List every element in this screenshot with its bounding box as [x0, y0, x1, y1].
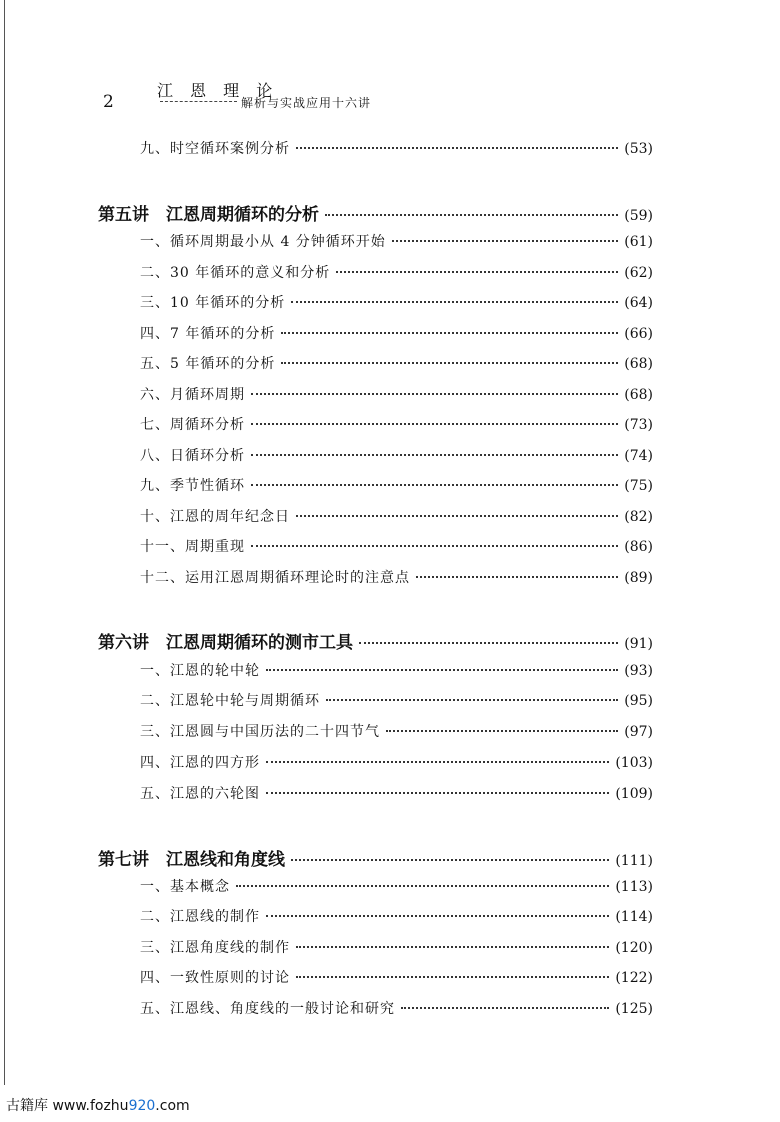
- toc-item-label: 五、江恩的六轮图: [140, 786, 260, 802]
- toc-item-label: 一、循环周期最小从 4 分钟循环开始: [140, 234, 386, 250]
- toc-item-page: (64): [624, 295, 653, 311]
- toc-item[interactable]: [140, 323, 653, 343]
- toc-item[interactable]: [140, 567, 653, 587]
- dot-leader: [296, 976, 609, 978]
- toc-item-label: 二、30 年循环的意义和分析: [140, 265, 331, 281]
- toc-item[interactable]: [140, 536, 653, 556]
- toc-item-label: 四、7 年循环的分析: [140, 326, 276, 342]
- dot-leader: [251, 484, 618, 486]
- toc-item[interactable]: [140, 353, 653, 373]
- toc-item-page: (53): [624, 141, 653, 157]
- dot-leader: [266, 915, 609, 917]
- toc-item[interactable]: [140, 262, 653, 282]
- toc-item-page: (68): [624, 356, 653, 372]
- toc-item-label: 十、江恩的周年纪念日: [140, 509, 290, 525]
- toc-item[interactable]: [140, 937, 653, 957]
- running-head-title: 江 恩 理 论: [157, 81, 279, 100]
- toc-item-label: 八、日循环分析: [140, 448, 245, 464]
- toc-item-label: 三、江恩圆与中国历法的二十四节气: [140, 724, 380, 740]
- toc-item-label: 九、季节性循环: [140, 478, 245, 494]
- dot-leader: [291, 859, 609, 861]
- toc-item-page: (103): [615, 755, 653, 771]
- dot-leader: [401, 1007, 609, 1009]
- dot-leader: [326, 699, 618, 701]
- dot-leader: [281, 362, 618, 364]
- site-watermark: [6, 1095, 190, 1115]
- toc-item-page: (97): [624, 724, 653, 740]
- dot-leader: [251, 393, 618, 395]
- dot-leader: [291, 301, 618, 303]
- toc-item-label: 二、江恩轮中轮与周期循环: [140, 693, 320, 709]
- dot-leader: [236, 885, 609, 887]
- toc-item[interactable]: [140, 690, 653, 710]
- toc-item[interactable]: [140, 138, 653, 158]
- dot-leader: [386, 730, 618, 732]
- toc-item-page: (122): [615, 970, 653, 986]
- toc-item-page: (61): [624, 234, 653, 250]
- page-left-border: [4, 0, 5, 1085]
- dot-leader: [336, 271, 618, 273]
- dot-leader: [296, 946, 609, 948]
- toc-item-page: (68): [624, 387, 653, 403]
- toc-item[interactable]: [140, 752, 653, 772]
- toc-item-page: (73): [624, 417, 653, 433]
- toc-item-label: 十一、周期重现: [140, 539, 245, 555]
- toc-item-label: 九、时空循环案例分析: [140, 141, 290, 157]
- toc-item-page: (89): [624, 570, 653, 586]
- toc-item[interactable]: [140, 231, 653, 251]
- watermark-url-prefix: www.fozhu: [52, 1098, 129, 1114]
- dot-leader: [392, 240, 618, 242]
- toc-item-label: 五、江恩线、角度线的一般讨论和研究: [140, 1001, 395, 1017]
- toc-item-page: (66): [624, 326, 653, 342]
- dot-leader: [359, 642, 618, 644]
- toc-chapter-title: 第七讲 江恩线和角度线: [98, 850, 285, 870]
- toc-item[interactable]: [140, 445, 653, 465]
- toc-item[interactable]: [140, 475, 653, 495]
- toc-item[interactable]: [140, 414, 653, 434]
- toc-chapter[interactable]: [98, 845, 653, 870]
- toc-item-page: (75): [624, 478, 653, 494]
- toc-item-page: (125): [615, 1001, 653, 1017]
- toc-item-page: (95): [624, 693, 653, 709]
- toc-chapter-page: (111): [615, 853, 653, 869]
- dot-leader: [416, 576, 618, 578]
- toc-item-page: (93): [624, 663, 653, 679]
- toc-chapter-title: 第五讲 江恩周期循环的分析: [98, 205, 319, 225]
- toc-chapter-page: (59): [624, 208, 653, 224]
- dot-leader: [251, 545, 618, 547]
- dot-leader: [325, 214, 618, 216]
- toc-item[interactable]: [140, 660, 653, 680]
- dot-leader: [266, 792, 609, 794]
- toc-item-label: 二、江恩线的制作: [140, 909, 260, 925]
- toc-item[interactable]: [140, 384, 653, 404]
- toc-item-label: 四、江恩的四方形: [140, 755, 260, 771]
- toc-item-label: 一、江恩的轮中轮: [140, 663, 260, 679]
- toc-item-page: (120): [615, 940, 653, 956]
- toc-item-page: (74): [624, 448, 653, 464]
- toc-item-label: 三、江恩角度线的制作: [140, 940, 290, 956]
- running-head-rule: [160, 101, 237, 102]
- toc-item-page: (113): [615, 879, 653, 895]
- watermark-url-suffix: .com: [155, 1098, 190, 1114]
- watermark-url-number: 920: [128, 1098, 156, 1114]
- toc-item-page: (62): [624, 265, 653, 281]
- toc-chapter-title: 第六讲 江恩周期循环的测市工具: [98, 633, 353, 653]
- toc-item[interactable]: [140, 783, 653, 803]
- toc-item[interactable]: [140, 292, 653, 312]
- toc-item-label: 三、10 年循环的分析: [140, 295, 286, 311]
- toc-item-label: 四、一致性原则的讨论: [140, 970, 290, 986]
- dot-leader: [251, 423, 618, 425]
- toc-item-page: (82): [624, 509, 653, 525]
- toc-item[interactable]: [140, 876, 653, 896]
- toc-item[interactable]: [140, 721, 653, 741]
- toc-item[interactable]: [140, 506, 653, 526]
- dot-leader: [281, 332, 618, 334]
- toc-item-page: (109): [615, 786, 653, 802]
- running-head-subtitle: 解析与实战应用十六讲: [241, 96, 372, 110]
- toc-item-label: 五、5 年循环的分析: [140, 356, 276, 372]
- toc-item-page: (114): [615, 909, 653, 925]
- toc-item-label: 一、基本概念: [140, 879, 230, 895]
- toc-item-label: 十二、运用江恩周期循环理论时的注意点: [140, 570, 410, 586]
- watermark-site-name: 古籍库: [6, 1098, 48, 1114]
- toc-item-page: (86): [624, 539, 653, 555]
- toc-item[interactable]: [140, 998, 653, 1018]
- toc-item[interactable]: [140, 906, 653, 926]
- dot-leader: [251, 454, 618, 456]
- page-number: 2: [103, 92, 114, 112]
- toc-chapter-page: (91): [624, 636, 653, 652]
- dot-leader: [266, 669, 618, 671]
- toc-item-label: 七、周循环分析: [140, 417, 245, 433]
- toc-chapter[interactable]: [98, 200, 653, 225]
- toc-item-label: 六、月循环周期: [140, 387, 245, 403]
- toc-chapter[interactable]: [98, 628, 653, 653]
- toc-item[interactable]: [140, 967, 653, 987]
- dot-leader: [266, 761, 609, 763]
- dot-leader: [296, 147, 618, 149]
- dot-leader: [296, 515, 618, 517]
